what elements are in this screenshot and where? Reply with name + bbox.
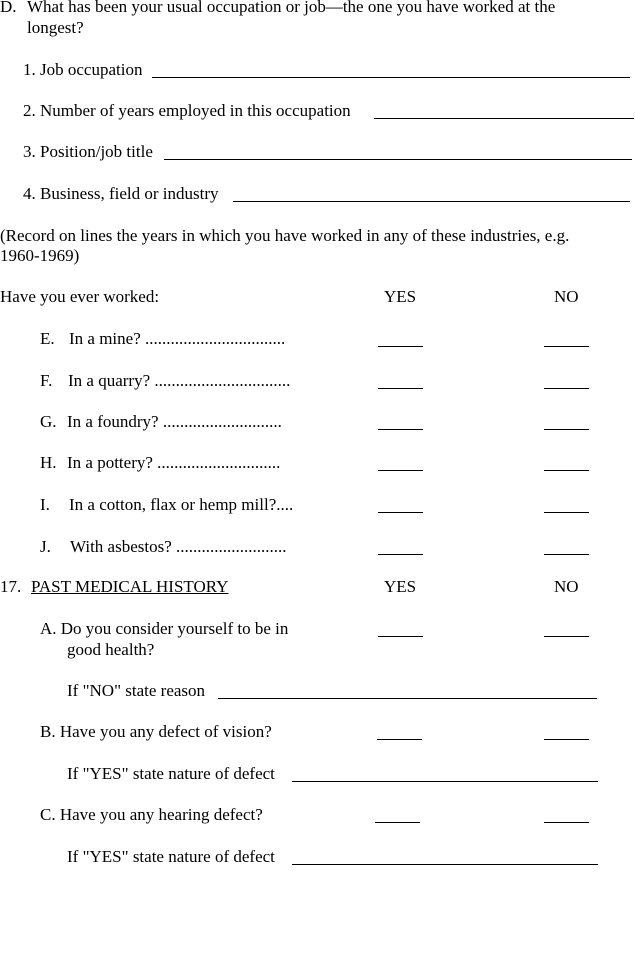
years-employed-label: 2. Number of years employed in this occupation [23,101,351,120]
question-b-no-field[interactable] [544,739,589,740]
question-a-line2: good health? [67,640,155,659]
industries-no-header: NO [554,287,579,306]
question-b-nature-field[interactable] [292,781,598,782]
question-b-label: B. Have you any defect of vision? [40,722,272,741]
industry-e-letter: E. [40,329,55,348]
industry-e-label: In a mine? ................................. [69,329,286,348]
industry-e-no-field[interactable] [544,346,589,347]
industry-f-no-field[interactable] [544,388,589,389]
question-b-followup-label: If "YES" state nature of defect [67,764,275,783]
question-a-followup-label: If "NO" state reason [67,681,206,700]
position-title-field[interactable] [164,159,632,160]
industry-g-yes-field[interactable] [378,429,423,430]
question-a-yes-field[interactable] [378,636,423,637]
section-17-number: 17. [0,577,22,596]
question-d-text-line1: What has been your usual occupation or job—the one you have worked at the [27,0,556,16]
medical-no-header: NO [554,577,579,596]
industries-instruction-line2: 1960-1969) [0,246,80,265]
job-occupation-field[interactable] [152,77,630,78]
question-b-yes-field[interactable] [377,739,422,740]
position-title-label: 3. Position/job title [23,142,153,161]
industry-j-label: With asbestos? .......................... [70,537,287,556]
industry-i-yes-field[interactable] [378,512,423,513]
industry-h-label: In a pottery? ............................. [67,453,281,472]
industries-yes-header: YES [384,287,417,306]
industry-h-no-field[interactable] [544,470,589,471]
job-occupation-label: 1. Job occupation [23,60,143,79]
industry-g-no-field[interactable] [544,429,589,430]
question-a-no-field[interactable] [544,636,589,637]
industry-j-no-field[interactable] [544,554,589,555]
industry-e-yes-field[interactable] [378,346,423,347]
question-d-text-line2: longest? [27,18,84,37]
industries-instruction-line1: (Record on lines the years in which you have worked in any of these industries, e.g. [0,226,570,245]
question-c-label: C. Have you any hearing defect? [40,805,263,824]
question-c-nature-field[interactable] [292,864,598,865]
industry-g-letter: G. [40,412,57,431]
question-d-letter: D. [0,0,17,16]
industry-j-yes-field[interactable] [378,554,423,555]
industries-question: Have you ever worked: [0,287,160,306]
question-c-yes-field[interactable] [375,822,420,823]
section-17-title: PAST MEDICAL HISTORY [31,577,229,596]
industry-g-label: In a foundry? ............................ [67,412,282,431]
industry-i-no-field[interactable] [544,512,589,513]
industry-i-label: In a cotton, flax or hemp mill?.... [69,495,294,514]
question-a-reason-field[interactable] [218,698,597,699]
industry-f-label: In a quarry? ................................ [68,371,291,390]
industry-i-letter: I. [40,495,50,514]
business-industry-field[interactable] [233,201,630,202]
industry-f-letter: F. [40,371,53,390]
years-employed-field[interactable] [374,118,634,119]
question-a-line1: A. Do you consider yourself to be in [40,619,289,638]
question-c-followup-label: If "YES" state nature of defect [67,847,275,866]
business-industry-label: 4. Business, field or industry [23,184,219,203]
industry-f-yes-field[interactable] [378,388,423,389]
industry-h-letter: H. [40,453,57,472]
medical-yes-header: YES [384,577,417,596]
industry-h-yes-field[interactable] [378,470,423,471]
industry-j-letter: J. [40,537,51,556]
question-c-no-field[interactable] [544,822,589,823]
